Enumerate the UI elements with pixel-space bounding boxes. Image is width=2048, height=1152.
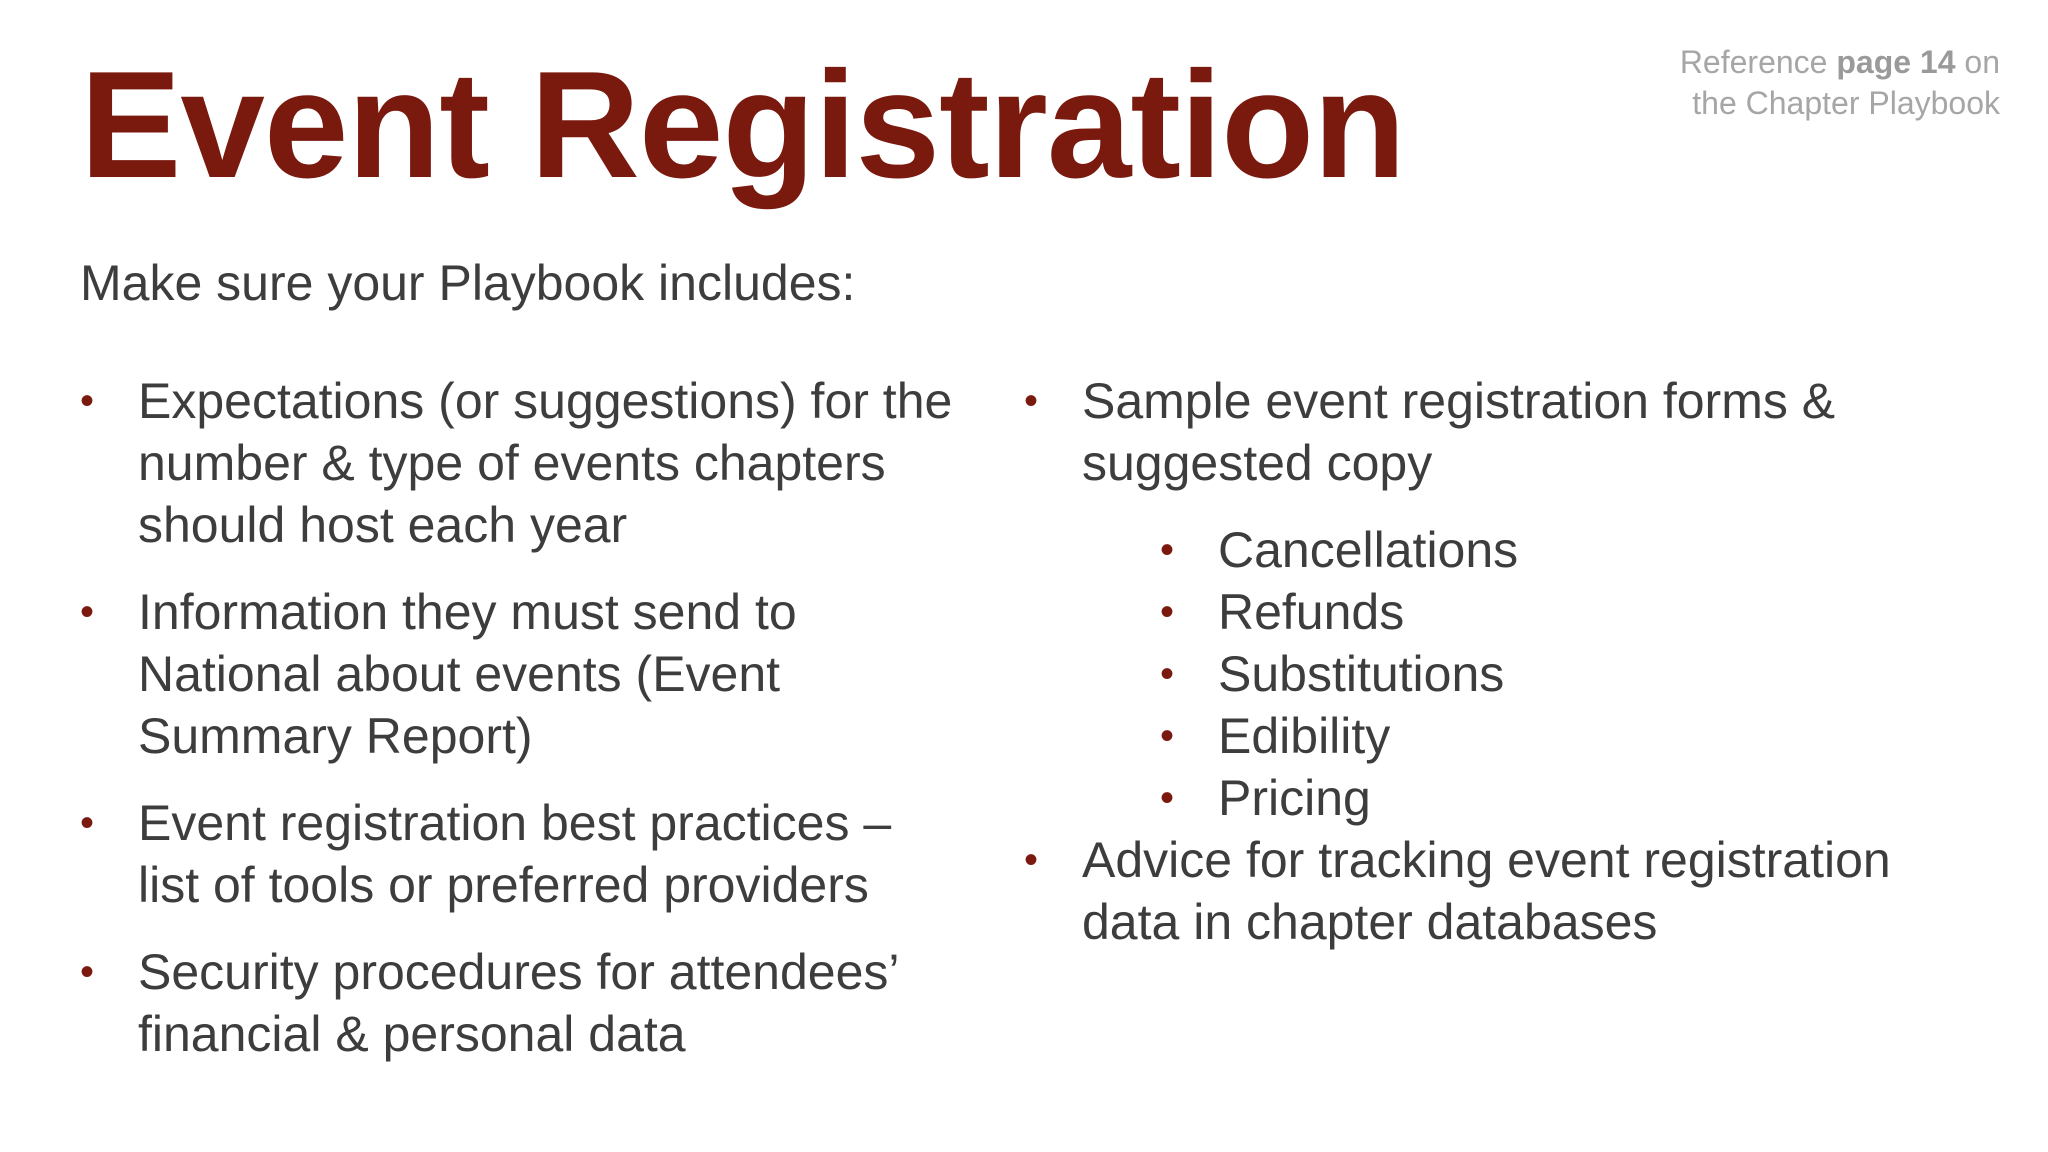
bullet-icon: • [80, 950, 95, 994]
bullet-icon: • [80, 590, 95, 634]
list-item-text: Expectations (or suggestions) for the number & type of events chapters should host each year [138, 373, 953, 553]
reference-prefix: Reference [1679, 44, 1837, 80]
bullet-icon: • [1160, 528, 1175, 572]
list-item-text: Information they must send to National about events (Event Summary Report) [138, 584, 797, 764]
sub-list-item-text: Edibility [1218, 708, 1391, 764]
list-item-text: Sample event registration forms & suggested copy [1082, 373, 1836, 491]
bullet-icon: • [1024, 838, 1039, 882]
reference-page: page 14 [1836, 44, 1956, 80]
list-item [80, 370, 960, 556]
reference-note [1580, 42, 2000, 124]
sub-bullet-list [1082, 519, 1984, 829]
list-item [80, 941, 960, 1065]
sub-list-item [1082, 767, 1984, 829]
bullet-icon: • [80, 801, 95, 845]
sub-list-item-text: Substitutions [1218, 646, 1505, 702]
bullet-icon: • [1160, 776, 1175, 820]
bullet-icon: • [1160, 652, 1175, 696]
sub-list-item [1082, 643, 1984, 705]
list-item [1024, 829, 1984, 953]
list-item [80, 792, 960, 916]
slide-title: Event Registration [80, 40, 1405, 210]
bullet-icon: • [1160, 714, 1175, 758]
left-bullet-list [80, 370, 960, 1065]
reference-suffix: on [1955, 44, 2000, 80]
reference-line2: the Chapter Playbook [1692, 85, 2000, 121]
bullet-icon: • [1160, 590, 1175, 634]
list-item [1024, 370, 1984, 829]
sub-list-item-text: Pricing [1218, 770, 1371, 826]
sub-list-item-text: Refunds [1218, 584, 1405, 640]
bullet-icon: • [80, 379, 95, 423]
sub-list-item [1082, 705, 1984, 767]
bullet-icon: • [1024, 379, 1039, 423]
sub-list-item [1082, 519, 1984, 581]
list-item [80, 581, 960, 767]
intro-text: Make sure your Playbook includes: [80, 255, 856, 311]
list-item-text: Event registration best practices – list of tools or preferred providers [138, 795, 892, 913]
list-item-text: Security procedures for attendees’ financial & personal data [138, 944, 898, 1062]
sub-list-item-text: Cancellations [1218, 522, 1519, 578]
sub-list-item [1082, 581, 1984, 643]
list-item-text: Advice for tracking event registration data in chapter databases [1082, 832, 1891, 950]
right-bullet-list [1024, 370, 1984, 953]
